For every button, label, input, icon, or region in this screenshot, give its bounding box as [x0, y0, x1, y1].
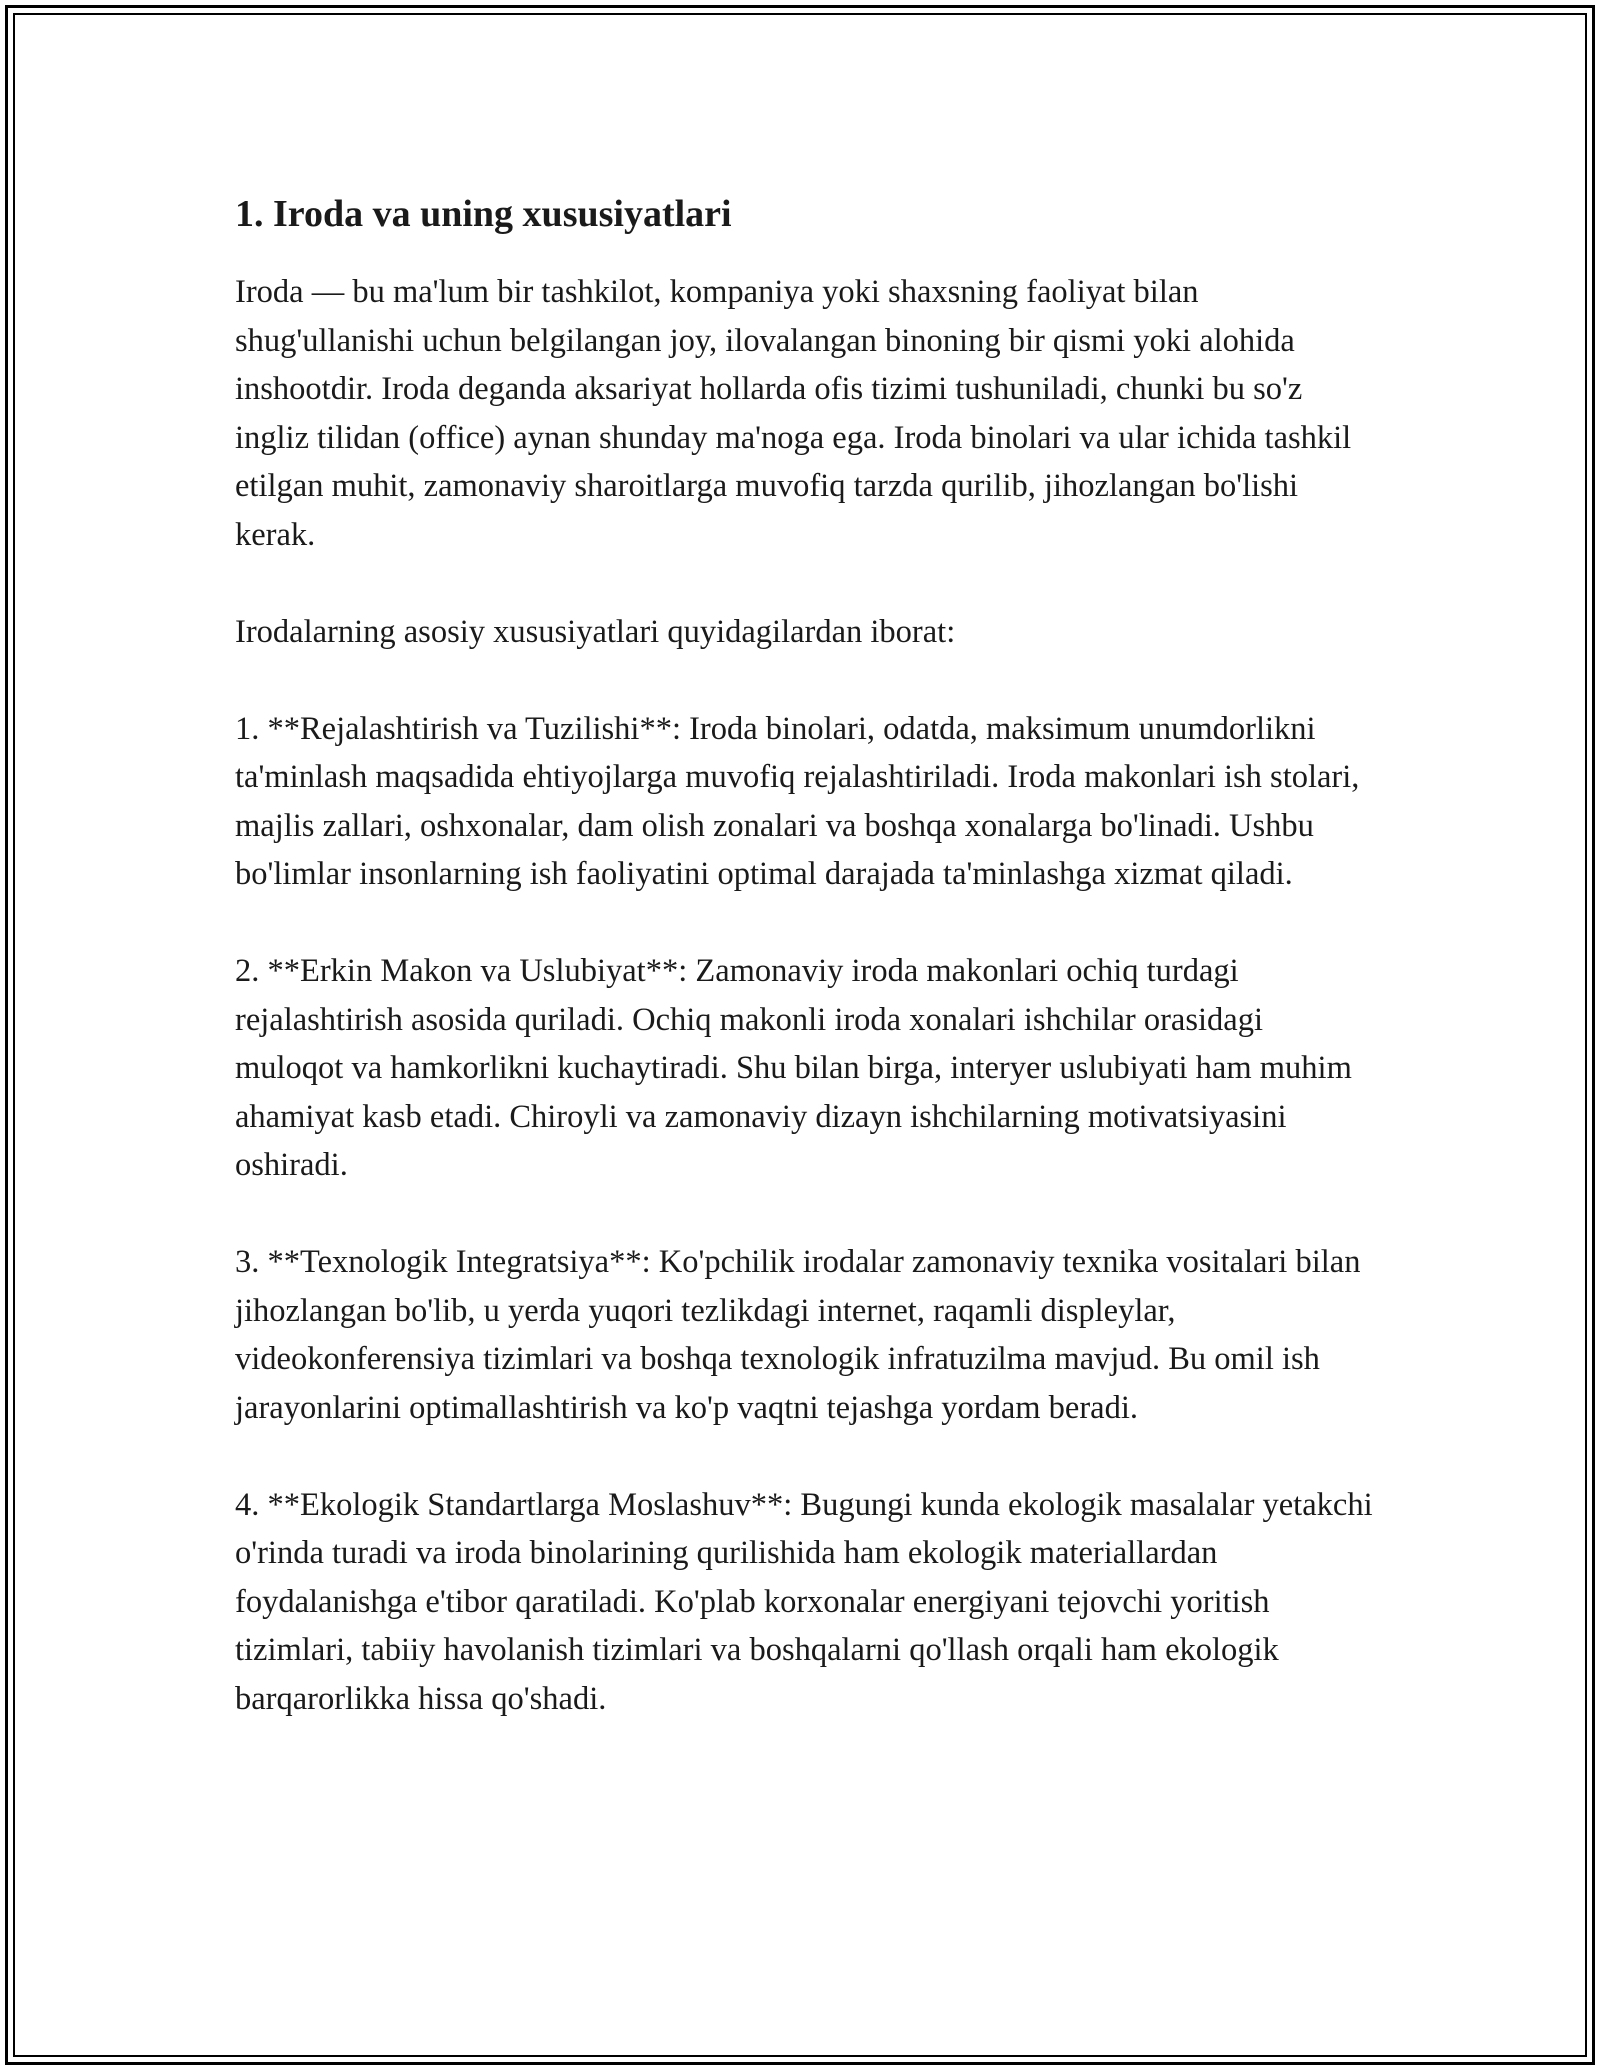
paragraph-features-lead: Irodalarning asosiy xususiyatlari quyidagilardan iborat:	[235, 613, 956, 650]
paragraph-item-3: 3. **Texnologik Integratsiya**: Ko'pchilik irodalar zamonaviy texnika vositalari bilan jihozlangan bo'lib, u yerda yuqori tezlikdagi internet, raqamli displeylar, videokonferensiya tizimlari va boshqa texnologik infratuzilma mavjud. Bu omil ish jarayonlarini optimallashtirish va ko'p vaqtni tejashga yordam beradi.	[235, 1244, 1361, 1426]
paragraph-item-1: 1. **Rejalashtirish va Tuzilishi**: Iroda binolari, odatda, maksimum unumdorlikni ta'minlash maqsadida ehtiyojlarga muvofiq rejalashtiriladi. Iroda makonlari ish stolari, majlis zallari, oshxonalar, dam olish zonalari va boshqa xonalarga bo'linadi. Ushbu bo'limlar insonlarning ish faoliyatini optimal darajada ta'minlashga xizmat qiladi.	[235, 710, 1360, 892]
document-body	[235, 186, 1375, 1772]
document-title: 1. Iroda va uning xususiyatlari	[235, 193, 732, 235]
paragraph-item-2: 2. **Erkin Makon va Uslubiyat**: Zamonaviy iroda makonlari ochiq turdagi rejalashtirish asosida quriladi. Ochiq makonli iroda xonalari ishchilar orasidagi muloqot va hamkorlikni kuchaytiradi. Shu bilan birga, interyer uslubiyati ham muhim ahamiyat kasb etadi. Chiroyli va zamonaviy dizayn ishchilarning motivatsiyasini oshiradi.	[235, 953, 1352, 1183]
paragraph-item-4: 4. **Ekologik Standartlarga Moslashuv**: Bugungi kunda ekologik masalalar yetakchi o'rinda turadi va iroda binolarining qurilishida ham ekologik materiallardan foydalanishga e'tibor qaratiladi. Ko'plab korxonalar energiyani tejovchi yoritish tizimlari, tabiiy havolanish tizimlari va boshqalarni qo'llash orqali ham ekologik barqarorlikka hissa qo'shadi.	[235, 1486, 1373, 1717]
paragraph-intro: Iroda — bu ma'lum bir tashkilot, kompaniya yoki shaxsning faoliyat bilan shug'ullanishi uchun belgilangan joy, ilovalangan binoning bir qismi yoki alohida inshootdir. Iroda deganda aksariyat hollarda ofis tizimi tushuniladi, chunki bu so'z ingliz tilidan (office) aynan shunday ma'noga ega. Iroda binolari va ular ichida tashkil etilgan muhit, zamonaviy sharoitlarga muvofiq tarzda qurilib, jihozlangan bo'lishi kerak.	[235, 274, 1352, 553]
